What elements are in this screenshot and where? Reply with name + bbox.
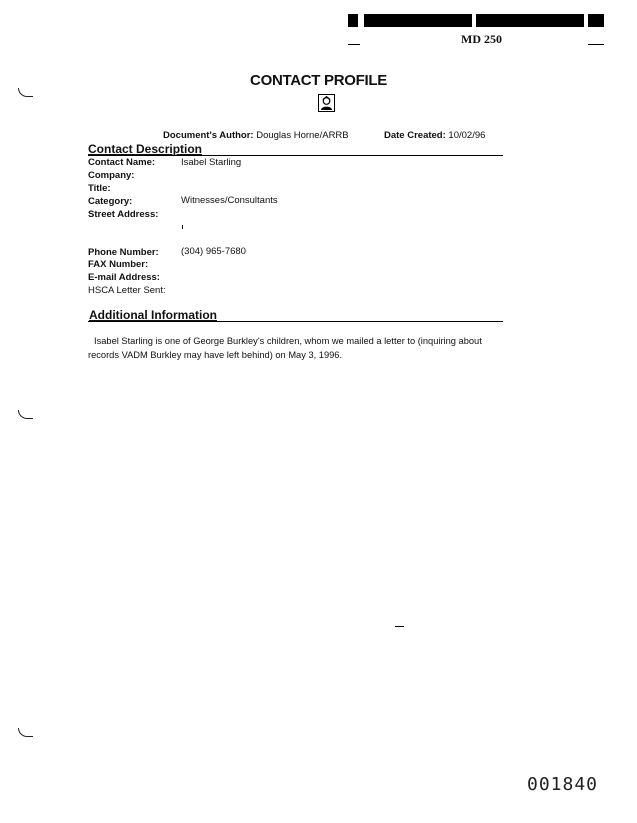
date-line	[384, 130, 485, 141]
field-label-phone-number: Phone Number:	[88, 247, 159, 258]
binder-mark-top	[18, 88, 33, 97]
stray-dash	[395, 626, 404, 627]
field-label-contact-name: Contact Name:	[88, 157, 156, 168]
document-number: 001840	[527, 774, 599, 795]
date-label: Date Created:	[384, 130, 446, 141]
author-value: Douglas Horne/ARRB	[256, 130, 349, 141]
field-value-contact-name: Isabel Starling	[181, 157, 242, 168]
redaction-bar-2	[364, 14, 472, 27]
field-value-phone-number: (304) 965-7680	[181, 246, 246, 257]
field-label-title: Title:	[88, 183, 111, 194]
stray-mark	[182, 225, 183, 229]
binder-mark-bottom	[18, 728, 33, 737]
redaction-bar-4	[588, 14, 604, 27]
header-dash-right	[588, 44, 604, 45]
field-label-fax-number: FAX Number:	[88, 259, 149, 270]
author-line	[163, 130, 349, 141]
field-label-street-address: Street Address:	[88, 209, 159, 220]
additional-section-rule	[88, 321, 503, 322]
redaction-bar-3	[476, 14, 584, 27]
field-label-hsca-letter-sent: HSCA Letter Sent:	[88, 285, 166, 296]
contact-section-heading: Contact Description	[88, 142, 203, 156]
redaction-bar-1	[348, 14, 358, 27]
page-title: CONTACT PROFILE	[250, 72, 387, 89]
field-label-category: Category:	[88, 196, 133, 207]
author-label: Document's Author:	[163, 130, 254, 141]
field-value-category: Witnesses/Consultants	[181, 195, 278, 206]
binder-mark-middle	[18, 410, 33, 419]
contact-avatar-icon	[318, 94, 335, 112]
date-value: 10/02/96	[448, 130, 486, 141]
header-dash-left	[348, 44, 360, 45]
additional-section-heading: Additional Information	[89, 308, 217, 322]
md-code: MD 250	[461, 32, 502, 46]
field-label-company: Company:	[88, 170, 135, 181]
contact-section-rule	[88, 155, 503, 156]
additional-information-text: Isabel Starling is one of George Burkley's children, whom we mailed a letter to (inquiring about records VADM Burkley may have left behind) on May 3, 1996.	[88, 336, 482, 360]
field-label-email-address: E-mail Address:	[88, 272, 160, 283]
